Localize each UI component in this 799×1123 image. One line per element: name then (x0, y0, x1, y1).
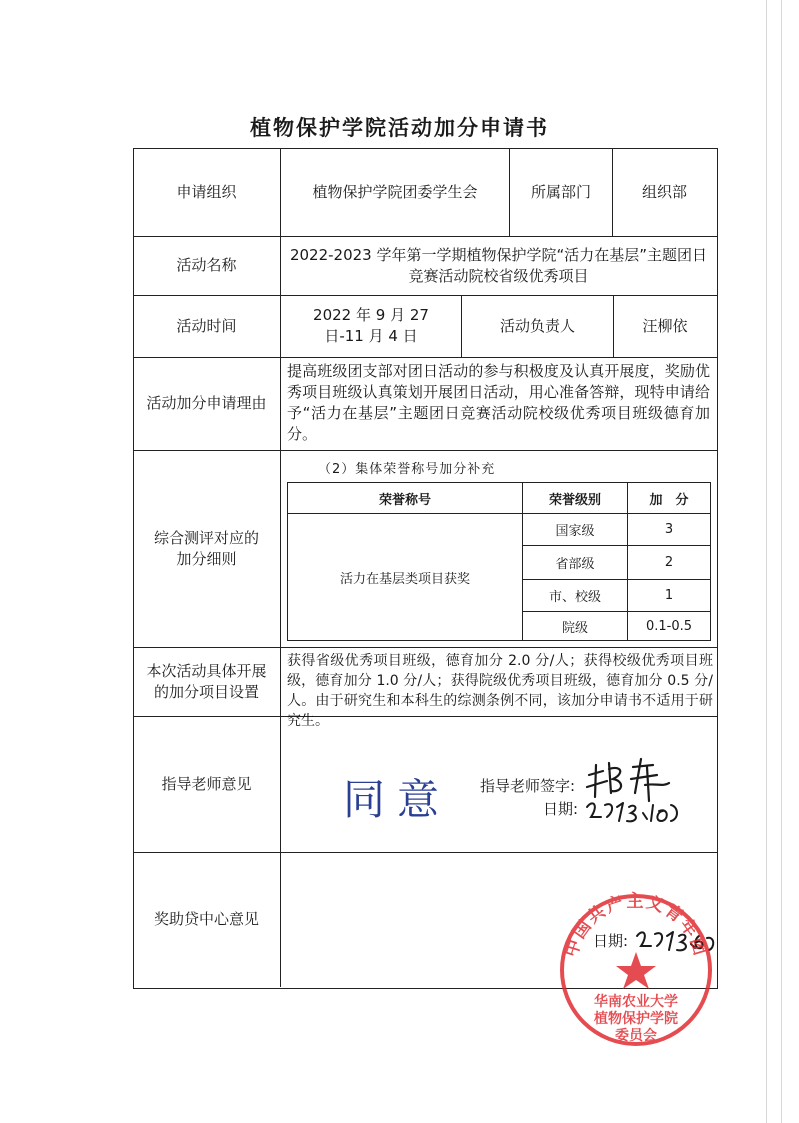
plan-text: 获得省级优秀项目班级，德育加分 2.0 分/人；获得校级优秀项目班级，德育加分 1.0 分/人；获得院级优秀项目班级，德育加分 0.5 分/人。由于研究生和本科生的综测条例不同，该加分申请书不适用于研究生。 (287, 653, 713, 729)
time-label: 活动时间 (176, 316, 237, 335)
center-label: 奖助贷中心意见 (153, 910, 259, 928)
level-cell: 市、校级 (548, 590, 601, 605)
page-title: 植物保护学院活动加分申请书 (250, 116, 549, 140)
advisor-sign-label: 指导老师签字: (480, 777, 576, 795)
advisor-date-label: 日期: (543, 800, 579, 818)
advisor-handwritten-date (583, 797, 683, 829)
advisor-opinion-handwriting: 同意 (343, 775, 452, 824)
seal-arc-text: 中国共产主义青年团 (561, 891, 711, 960)
leader-label: 活动负责人 (499, 316, 575, 335)
seal-star-icon (616, 952, 656, 989)
score-cell: 3 (664, 522, 674, 537)
score-header: 加 分 (649, 492, 689, 508)
honor-name-cell: 活力在基层类项目获奖 (339, 571, 470, 587)
rule-subheading: （2）集体荣誉称号加分补充 (318, 462, 496, 477)
score-cell: 2 (664, 555, 674, 570)
center-date-label: 日期: (593, 932, 629, 950)
org-value: 植物保护学院团委学生会 (312, 182, 478, 201)
seal-line: 委员会 (615, 1028, 657, 1044)
org-label: 申请组织 (176, 182, 237, 201)
binding-line (781, 0, 782, 1123)
binding-line (766, 0, 767, 1123)
rule-label: 综合测评对应的加分细则 (153, 528, 259, 568)
score-cell: 0.1-0.5 (645, 618, 693, 634)
plan-label: 本次活动具体开展的加分项目设置 (146, 661, 267, 701)
time-value: 2022 年 9 月 27 日-11 月 4 日 (313, 306, 429, 345)
score-cell: 1 (664, 588, 674, 603)
activity-label: 活动名称 (176, 256, 237, 274)
honor-name-header: 荣誉称号 (378, 492, 431, 508)
level-cell: 省部级 (555, 557, 595, 572)
dept-label: 所属部门 (530, 182, 591, 201)
level-cell: 院级 (561, 620, 588, 636)
dept-value: 组织部 (641, 182, 687, 201)
reason-label: 活动加分申请理由 (146, 394, 267, 412)
honor-level-header: 荣誉级别 (548, 492, 601, 508)
level-cell: 国家级 (555, 524, 595, 539)
seal-line: 华南农业大学 (594, 994, 678, 1010)
official-seal (556, 890, 716, 1050)
svg-text:中国共产主义青年团 (561, 891, 711, 960)
activity-value: 2022-2023 学年第一学期植物保护学院“活力在基层”主题团日竞赛活动院校省级优秀项目 (289, 245, 708, 285)
leader-value: 汪柳依 (642, 316, 688, 335)
seal-line: 植物保护学院 (594, 1011, 678, 1027)
advisor-label: 指导老师意见 (161, 774, 252, 793)
reason-text: 提高班级团支部对团日活动的参与积极度及认真开展度，奖励优秀项目班级认真策划开展团日活动，用心准备答辩，现特申请给予“活力在基层”主题团日竞赛活动院校级优秀项目班级德育加分。 (287, 362, 710, 443)
